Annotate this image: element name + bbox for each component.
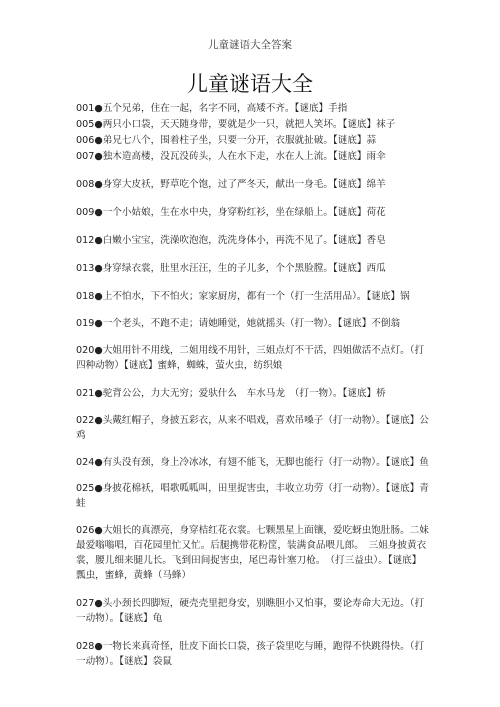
bullet-icon: ● xyxy=(94,235,103,246)
riddle-text: 大姐用针不用线，二姐用线不用针，三姐点灯不干活，四姐做活不点灯。（打四种动物）【谜底】蜜蜂，蜘蛛，萤火虫，纺织娘 xyxy=(76,345,425,371)
riddle-item xyxy=(76,455,430,470)
riddle-number: 012 xyxy=(76,235,95,246)
riddle-number: 026 xyxy=(76,525,95,536)
riddle-text: 独木造高楼，没瓦没砖头，人在水下走，水在人上流。【谜底】雨伞 xyxy=(102,151,386,162)
riddle-text: 驼背公公，力大无穷；爱驮什么 车水马龙 （打一物）。【谜底】桥 xyxy=(102,388,386,399)
riddle-number: 028 xyxy=(76,641,95,652)
riddle-item xyxy=(76,117,430,132)
riddle-text: 弟兄七八个，围着柱子坐，只要一分开，衣服就扯破。【谜底】蒜 xyxy=(102,135,377,146)
riddle-item xyxy=(76,177,430,192)
riddle-item xyxy=(76,596,430,626)
bullet-icon: ● xyxy=(94,345,103,356)
bullet-icon: ● xyxy=(94,388,103,399)
bullet-icon: ● xyxy=(94,207,103,218)
riddle-item xyxy=(76,205,430,220)
riddle-item xyxy=(76,481,430,511)
riddle-item xyxy=(76,289,430,304)
riddle-text: 五个兄弟，住在一起，名字不同，高矮不齐。【谜底】手指 xyxy=(102,103,348,114)
riddle-number: 005 xyxy=(76,119,95,130)
riddle-text: 身穿绿衣裳，肚里水汪汪，生的子儿多，个个黑脸膛。【谜底】西瓜 xyxy=(102,263,386,274)
riddle-number: 007 xyxy=(76,151,95,162)
riddle-number: 006 xyxy=(76,135,95,146)
riddle-number: 019 xyxy=(76,318,95,329)
bullet-icon: ● xyxy=(94,291,103,302)
bullet-icon: ● xyxy=(94,263,103,274)
bullet-icon: ● xyxy=(94,179,103,190)
riddle-item xyxy=(76,343,430,373)
riddle-number: 021 xyxy=(76,388,95,399)
page-title: 儿童谜语大全 xyxy=(187,72,313,96)
riddle-text: 两只小口袋，天天随身带，要就是少一只，就把人笑坏。【谜底】袜子 xyxy=(102,119,396,130)
riddle-item xyxy=(76,233,430,248)
riddle-number: 001 xyxy=(76,103,95,114)
bullet-icon: ● xyxy=(94,318,103,329)
riddle-text: 头戴红帽子，身披五彩衣，从来不唱戏，喜欢吊嗓子（打一动物）。【谜底】公鸡 xyxy=(76,415,429,441)
riddle-item xyxy=(76,413,430,443)
bullet-icon: ● xyxy=(94,525,103,536)
riddle-number: 018 xyxy=(76,291,95,302)
riddle-item xyxy=(76,101,430,116)
bullet-icon: ● xyxy=(94,415,103,426)
riddle-item xyxy=(76,261,430,276)
riddle-text: 白嫩小宝宝，洗澡吹泡泡，洗洗身体小，再洗不见了。【谜底】香皂 xyxy=(102,235,386,246)
riddle-text: 一个老头，不跑不走；请她睡觉，她就摇头（打一物）。【谜底】不倒翁 xyxy=(102,318,401,329)
bullet-icon: ● xyxy=(94,483,103,494)
bullet-icon: ● xyxy=(94,135,103,146)
bullet-icon: ● xyxy=(94,151,103,162)
riddle-number: 022 xyxy=(76,415,95,426)
riddle-number: 008 xyxy=(76,179,95,190)
riddle-number: 009 xyxy=(76,207,95,218)
bullet-icon: ● xyxy=(94,103,103,114)
bullet-icon: ● xyxy=(94,641,103,652)
bullet-icon: ● xyxy=(94,457,103,468)
bullet-icon: ● xyxy=(94,119,103,130)
riddle-text: 大姐长的真漂亮，身穿桔红花衣裳。七颗黑星上面镶，爱吃蚜虫饱肚肠。二妹最爱嗡嗡唱，百花园里忙又忙。后腿携带花粉筐，装满食品喂儿郎。 三姐身披黄衣裳，腰儿细来腿儿长。飞到田间捉害虫，尾巴毒针塞刀枪。 （打三益虫）。【谜底】瓢虫，蜜蜂，黄蜂（马蜂） xyxy=(76,525,429,581)
riddle-item xyxy=(76,149,430,164)
riddle-text: 头小颈长四脚短，硬壳壳里把身安，别瞧胆小又怕事，要论寿命大无边。（打一动物）。【谜底】龟 xyxy=(76,598,425,624)
riddle-number: 025 xyxy=(76,483,95,494)
riddle-text: 一物长来真奇怪，肚皮下面长口袋，孩子袋里吃与睡，跑得不快跳得快。（打一动物）。【谜底】袋鼠 xyxy=(76,641,425,667)
riddle-number: 027 xyxy=(76,598,95,609)
page-header: 儿童谜语大全答案 xyxy=(208,39,292,51)
riddle-item xyxy=(76,316,430,331)
riddle-text: 有头没有颈，身上冷冰冰，有翅不能飞，无脚也能行（打一动物）。【谜底】鱼 xyxy=(102,457,429,468)
riddle-item xyxy=(76,133,430,148)
riddle-text: 上不怕水，下不怕火；家家厨房，都有一个（打一生活用品）。【谜底】锅 xyxy=(102,291,410,302)
riddle-number: 020 xyxy=(76,345,95,356)
riddle-item xyxy=(76,386,430,401)
riddle-item xyxy=(76,639,430,669)
bullet-icon: ● xyxy=(94,598,103,609)
riddle-number: 013 xyxy=(76,263,95,274)
riddle-text: 一个小姑娘，生在水中央，身穿粉红衫，坐在绿船上。【谜底】荷花 xyxy=(102,207,386,218)
riddle-number: 024 xyxy=(76,457,95,468)
riddle-text: 身披花棉袄，唱歌呱呱叫，田里捉害虫，丰收立功劳（打一动物）。【谜底】青蛙 xyxy=(76,483,429,509)
riddle-text: 身穿大皮袄，野草吃个饱，过了严冬天，献出一身毛。【谜底】绵羊 xyxy=(102,179,386,190)
riddle-item xyxy=(76,523,430,583)
